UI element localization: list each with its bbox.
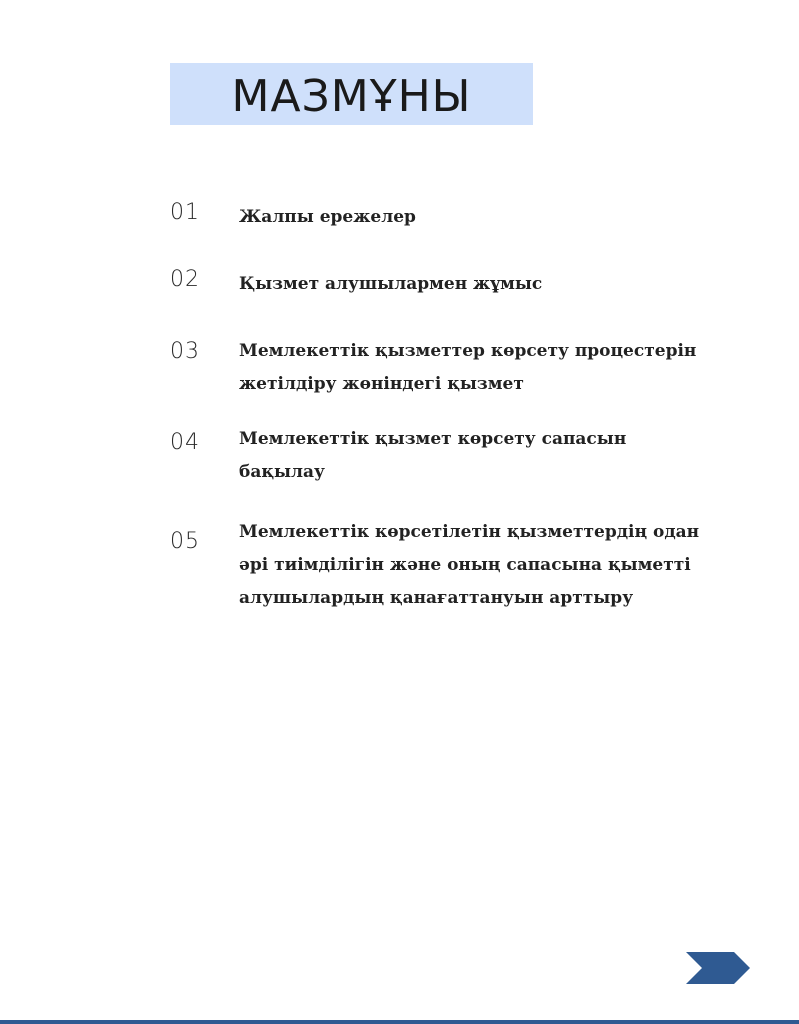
toc-item-number: 02 (170, 267, 200, 292)
toc-item-title: Қызмет алушылармен жұмыс (239, 274, 543, 294)
bottom-divider (0, 1020, 799, 1024)
chevron-right-icon (686, 952, 750, 984)
toc-item-title: Жалпы ережелер (239, 207, 416, 227)
toc-item-number: 01 (170, 200, 200, 225)
toc-item-number: 05 (170, 529, 200, 554)
toc-item-title: Мемлекеттік қызмет көрсету сапасын бақылау (239, 429, 627, 482)
page-title: МАЗМҰНЫ (231, 70, 472, 122)
toc-item-number: 04 (170, 430, 200, 455)
title-banner (170, 63, 533, 125)
toc-item-number: 03 (170, 339, 200, 364)
toc-item-title: Мемлекеттік көрсетілетін қызметтердің одан әрі тиімділігін және оның сапасына қыметті алушылардың қанағаттануын арттыру (239, 522, 700, 608)
toc-item-title: Мемлекеттік қызметтер көрсету процестерін жетілдіру жөніндегі қызмет (239, 341, 697, 394)
next-page-button[interactable] (686, 952, 750, 984)
